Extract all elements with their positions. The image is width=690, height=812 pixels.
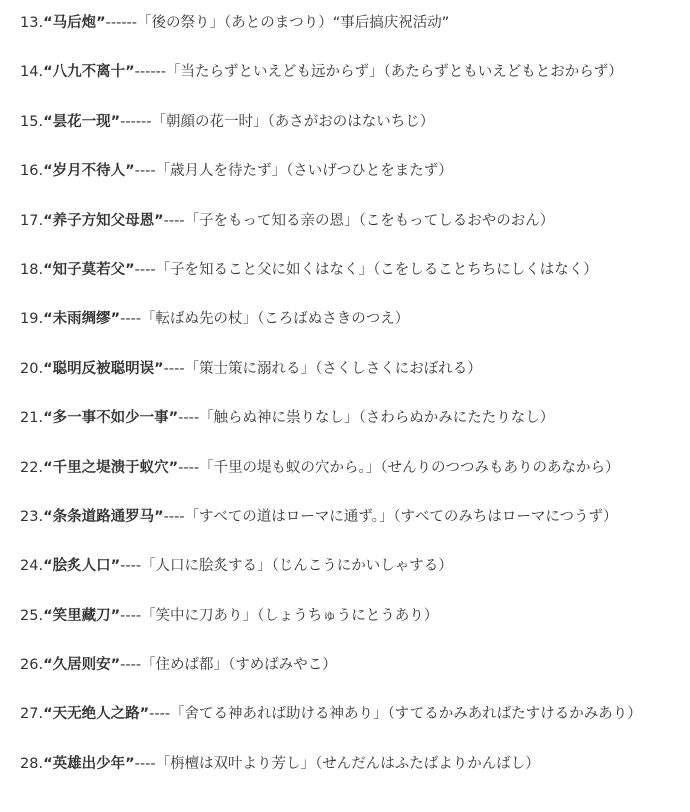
chinese-idiom: 英雄出少年 xyxy=(52,755,126,772)
close-quote: ” xyxy=(110,657,121,674)
open-quote: “ xyxy=(43,508,53,525)
open-quote: “ xyxy=(43,706,53,723)
open-quote: “ xyxy=(43,657,53,674)
close-quote: ” xyxy=(139,706,150,723)
list-item xyxy=(20,408,686,429)
entry-number: 23. xyxy=(20,508,44,525)
entry-number: 27. xyxy=(20,706,44,723)
separator: ---- xyxy=(120,558,142,575)
list-item xyxy=(20,556,686,577)
close-quote: ” xyxy=(154,360,164,377)
open-quote: “ xyxy=(43,755,53,772)
kana-reading: （こをもってしるおやのおん） xyxy=(358,212,555,229)
separator: ---- xyxy=(149,706,171,723)
japanese-proverb: 「触らぬ神に祟りなし」 xyxy=(199,410,359,427)
japanese-proverb: 「後の祭り」 xyxy=(137,15,225,31)
list-item xyxy=(20,309,686,330)
entry-number: 26. xyxy=(20,657,44,674)
close-quote: ” xyxy=(110,558,121,575)
japanese-proverb: 「歳月人を待たず」 xyxy=(155,163,287,180)
separator: ---- xyxy=(178,459,200,476)
list-item xyxy=(20,161,686,182)
kana-reading: （あとのまつり）“事后搞庆祝活动” xyxy=(224,15,450,31)
list-item xyxy=(20,754,686,775)
japanese-proverb: 「転ばぬ先の杖」 xyxy=(141,311,258,328)
list-item xyxy=(20,62,686,83)
chinese-idiom: 脍炙人口 xyxy=(52,558,111,575)
list-item xyxy=(20,359,686,380)
chinese-idiom: 未雨绸缪 xyxy=(52,311,111,328)
close-quote: ” xyxy=(168,410,179,427)
japanese-proverb: 「栴檀は双叶より芳し」 xyxy=(155,755,316,772)
chinese-idiom: 久居则安 xyxy=(52,657,111,674)
entry-number: 19. xyxy=(20,311,44,328)
separator: ---- xyxy=(163,360,185,377)
close-quote: ” xyxy=(125,755,135,772)
chinese-idiom: 聪明反被聪明误 xyxy=(52,360,155,377)
separator: ------ xyxy=(134,64,167,81)
list-item xyxy=(20,13,686,34)
open-quote: “ xyxy=(43,459,53,476)
separator: ---- xyxy=(120,657,142,674)
entry-number: 20. xyxy=(20,360,44,377)
kana-reading: （あさがおのはないちじ） xyxy=(267,113,435,130)
close-quote: ” xyxy=(110,113,121,130)
kana-reading: （さわらぬかみにたたりなし） xyxy=(358,410,555,427)
close-quote: ” xyxy=(125,163,135,180)
separator: ------ xyxy=(120,113,152,130)
close-quote: ” xyxy=(154,508,164,525)
entry-number: 22. xyxy=(20,459,44,476)
chinese-idiom: 养子方知父母恩 xyxy=(52,212,155,229)
kana-reading: （しょうちゅうにとうあり） xyxy=(257,607,439,624)
japanese-proverb: 「笑中に刀あり」 xyxy=(141,607,258,624)
kana-reading: （あたらずともいえどもとおからず） xyxy=(383,64,623,81)
open-quote: “ xyxy=(43,261,53,278)
entry-number: 13. xyxy=(20,15,44,31)
close-quote: ” xyxy=(125,64,135,81)
kana-reading: （さいげつひとをまたず） xyxy=(286,163,453,180)
open-quote: “ xyxy=(43,607,53,624)
open-quote: “ xyxy=(43,311,53,328)
separator: ---- xyxy=(134,163,156,180)
close-quote: ” xyxy=(168,459,179,476)
open-quote: “ xyxy=(43,212,53,229)
chinese-idiom: 岁月不待人 xyxy=(52,163,126,180)
kana-reading: （せんりのつつみもありのあなから） xyxy=(380,459,620,476)
japanese-proverb: 「策士策に溺れる」 xyxy=(184,360,316,377)
idiom-list xyxy=(20,13,686,803)
kana-reading: （さくしさくにおぼれる） xyxy=(315,360,482,377)
kana-reading: （じんこうにかいしゃする） xyxy=(271,558,453,575)
japanese-proverb: 「千里の堤も蚁の穴から。」 xyxy=(199,459,381,476)
list-item xyxy=(20,112,686,133)
kana-reading: （すべてのみちはローマにつうず） xyxy=(393,508,618,525)
japanese-proverb: 「すべての道はローマに通ず。」 xyxy=(184,508,394,525)
close-quote: ” xyxy=(96,15,106,31)
chinese-idiom: 天无绝人之路 xyxy=(52,706,140,723)
separator: ---- xyxy=(163,212,185,229)
list-item xyxy=(20,260,686,281)
entry-number: 14. xyxy=(20,64,44,81)
chinese-idiom: 笑里藏刀 xyxy=(52,607,111,624)
separator: ---- xyxy=(178,410,200,427)
entry-number: 16. xyxy=(20,163,44,180)
close-quote: ” xyxy=(110,311,121,328)
separator: ---- xyxy=(120,607,142,624)
japanese-proverb: 「住めば都」 xyxy=(141,657,229,674)
kana-reading: （こをしることちちにしくはなく） xyxy=(373,261,598,278)
entry-number: 24. xyxy=(20,558,44,575)
chinese-idiom: 千里之堤溃于蚁穴 xyxy=(52,459,169,476)
list-item xyxy=(20,507,686,528)
entry-number: 21. xyxy=(20,410,44,427)
chinese-idiom: 马后炮 xyxy=(52,15,97,31)
entry-number: 15. xyxy=(20,113,44,130)
chinese-idiom: 条条道路通罗马 xyxy=(52,508,155,525)
list-item xyxy=(20,655,686,676)
japanese-proverb: 「人口に脍炙する」 xyxy=(141,558,272,575)
separator: ------ xyxy=(105,15,138,31)
japanese-proverb: 「子を知ること父に如くはなく」 xyxy=(155,261,374,278)
open-quote: “ xyxy=(43,113,53,130)
close-quote: ” xyxy=(110,607,121,624)
close-quote: ” xyxy=(154,212,164,229)
separator: ---- xyxy=(120,311,142,328)
japanese-proverb: 「舍てる神あれば助ける神あり」 xyxy=(170,706,388,723)
open-quote: “ xyxy=(43,64,53,81)
list-item xyxy=(20,606,686,627)
japanese-proverb: 「子をもって知る亲の恩」 xyxy=(184,212,359,229)
list-item xyxy=(20,704,686,725)
separator: ---- xyxy=(163,508,185,525)
entry-number: 18. xyxy=(20,261,44,278)
open-quote: “ xyxy=(43,163,53,180)
kana-reading: （ころばぬさきのつえ） xyxy=(257,311,410,328)
open-quote: “ xyxy=(43,15,53,31)
kana-reading: （すてるかみあればたすけるかみあり） xyxy=(387,706,642,723)
entry-number: 17. xyxy=(20,212,44,229)
separator: ---- xyxy=(134,261,156,278)
entry-number: 28. xyxy=(20,755,44,772)
entry-number: 25. xyxy=(20,607,44,624)
kana-reading: （せんだんはふたばよりかんばし） xyxy=(315,755,540,772)
chinese-idiom: 多一事不如少一事 xyxy=(52,410,169,427)
japanese-proverb: 「朝顔の花一时」 xyxy=(151,113,268,130)
list-item xyxy=(20,458,686,479)
chinese-idiom: 八九不离十 xyxy=(52,64,126,81)
japanese-proverb: 「当たらずといえども远からず」 xyxy=(166,64,384,81)
kana-reading: （すめばみやこ） xyxy=(228,657,337,674)
chinese-idiom: 知子莫若父 xyxy=(52,261,126,278)
open-quote: “ xyxy=(43,558,53,575)
list-item xyxy=(20,211,686,232)
chinese-idiom: 昙花一现 xyxy=(52,113,111,130)
open-quote: “ xyxy=(43,360,53,377)
open-quote: “ xyxy=(43,410,53,427)
close-quote: ” xyxy=(125,261,135,278)
separator: ---- xyxy=(134,755,156,772)
